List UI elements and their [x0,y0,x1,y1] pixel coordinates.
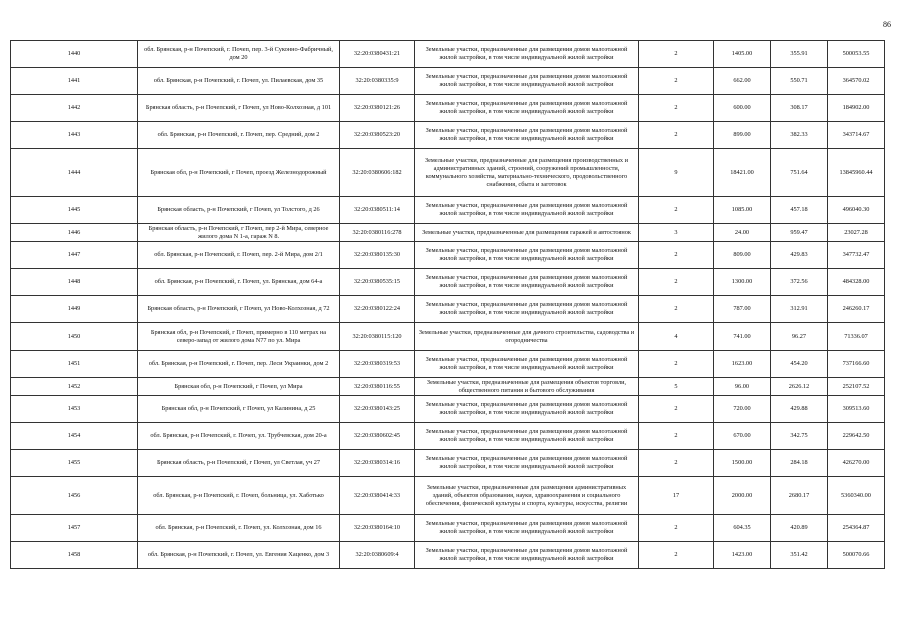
row-number: 1453 [11,396,138,423]
land-use-cell: Земельные участки, предназначенные для размещения домов малоэтажной жилой застройки, в том числе индивидуальной жилой застройки [415,41,639,68]
land-use-cell: Земельные участки, предназначенные для размещения домов малоэтажной жилой застройки, в том числе индивидуальной жилой застройки [415,68,639,95]
land-use-cell: Земельные участки, предназначенные для размещения домов малоэтажной жилой застройки, в том числе индивидуальной жилой застройки [415,242,639,269]
unit-value-cell: 342.75 [771,423,828,450]
land-use-cell: Земельные участки, предназначенные для размещения административных зданий, объектов образования, науки, здравоохранения и социального обеспечения, физической культуры и спорта, культуры, искусства, религии [415,477,639,515]
area-cell: 604.35 [714,515,771,542]
unit-value-cell: 429.83 [771,242,828,269]
cadastral-value-cell: 484328.00 [828,269,885,296]
cadastral-value-cell: 737166.60 [828,351,885,378]
table-row [11,95,885,122]
cadastral-number-cell: 32:20:0380121:26 [340,95,415,122]
cadastral-number-cell: 32:20:0380116:278 [340,224,415,242]
land-use-cell: Земельные участки, предназначенные для размещения домов малоэтажной жилой застройки, в том числе индивидуальной жилой застройки [415,197,639,224]
area-cell: 24.00 [714,224,771,242]
cadastral-value-cell: 184902.00 [828,95,885,122]
area-cell: 670.00 [714,423,771,450]
row-number: 1451 [11,351,138,378]
unit-value-cell: 96.27 [771,323,828,351]
unit-value-cell: 457.18 [771,197,828,224]
address-cell: обл. Брянская, р-н Почепский, г. Почеп, ул. Евгения Хаценко, дом 3 [138,542,340,569]
unit-value-cell: 751.64 [771,149,828,197]
cadastral-number-cell: 32:20:0380314:16 [340,450,415,477]
row-number: 1448 [11,269,138,296]
area-cell: 741.00 [714,323,771,351]
land-use-cell: Земельные участки, предназначенные для размещения домов малоэтажной жилой застройки, в том числе индивидуальной жилой застройки [415,95,639,122]
unit-value-cell: 2680.17 [771,477,828,515]
area-cell: 899.00 [714,122,771,149]
address-cell: обл. Брянская, р-н Почепский, г. Почеп, ул. Брянская, дом 64-а [138,269,340,296]
address-cell: Брянская область, р-н Почепский, г Почеп, ул Толстого, д 26 [138,197,340,224]
address-cell: обл. Брянская, р-н Почепский, г. Почеп, ул. Трубчевская, дом 20-а [138,423,340,450]
row-number: 1440 [11,41,138,68]
land-use-cell: Земельные участки, предназначенные для размещения домов малоэтажной жилой застройки, в том числе индивидуальной жилой застройки [415,269,639,296]
table-row [11,423,885,450]
cadastral-number-cell: 32:20:0380414:33 [340,477,415,515]
address-cell: обл. Брянская, р-н Почепский, г. Почеп, пер. 3-й Суконно-Фабричный, дом 20 [138,41,340,68]
table-row [11,149,885,197]
area-cell: 1423.00 [714,542,771,569]
area-cell: 1500.00 [714,450,771,477]
cadastral-value-cell: 343714.67 [828,122,885,149]
area-cell: 2000.00 [714,477,771,515]
cadastral-value-cell: 23027.28 [828,224,885,242]
address-cell: обл. Брянская, р-н Почепский, г. Почеп, ул. Колхозная, дом 16 [138,515,340,542]
use-group-cell: 17 [639,477,714,515]
address-cell: обл. Брянская, р-н Почепский, г. Почеп, больница, ул. Хаботько [138,477,340,515]
address-cell: Брянская обл, р-н Почепский, г Почеп, ул Калинина, д 25 [138,396,340,423]
cadastral-number-cell: 32:20:0380122:24 [340,296,415,323]
area-cell: 1623.00 [714,351,771,378]
unit-value-cell: 355.91 [771,41,828,68]
table-body [11,41,885,569]
cadastral-value-cell: 496040.30 [828,197,885,224]
table-row [11,68,885,95]
address-cell: Брянская обл, р-н Почепский, г Почеп, примерно в 110 метрах на северо-запад от жилого дома N77 по ул. Мира [138,323,340,351]
use-group-cell: 5 [639,378,714,396]
unit-value-cell: 372.56 [771,269,828,296]
table-row [11,269,885,296]
cadastral-number-cell: 32:20:0380143:25 [340,396,415,423]
table-row [11,450,885,477]
table-row [11,515,885,542]
cadastral-number-cell: 32:20:0380606:182 [340,149,415,197]
area-cell: 662.00 [714,68,771,95]
row-number: 1458 [11,542,138,569]
area-cell: 96.00 [714,378,771,396]
cadastral-number-cell: 32:20:0380602:45 [340,423,415,450]
row-number: 1447 [11,242,138,269]
cadastral-value-cell: 426270.00 [828,450,885,477]
table-row [11,542,885,569]
unit-value-cell: 454.20 [771,351,828,378]
land-use-cell: Земельные участки, предназначенные для размещения домов малоэтажной жилой застройки, в том числе индивидуальной жилой застройки [415,450,639,477]
unit-value-cell: 382.33 [771,122,828,149]
area-cell: 1085.00 [714,197,771,224]
use-group-cell: 2 [639,95,714,122]
area-cell: 18421.00 [714,149,771,197]
land-use-cell: Земельные участки, предназначенные для размещения объектов торговли, общественного питания и бытового обслуживания [415,378,639,396]
area-cell: 720.00 [714,396,771,423]
cadastral-value-cell: 71336.07 [828,323,885,351]
table-row [11,41,885,68]
cadastral-value-cell: 252107.52 [828,378,885,396]
use-group-cell: 2 [639,515,714,542]
land-use-cell: Земельные участки, предназначенные для размещения домов малоэтажной жилой застройки, в том числе индивидуальной жилой застройки [415,542,639,569]
address-cell: обл. Брянская, р-н Почепский, г. Почеп, ул. Пилаевская, дом 35 [138,68,340,95]
use-group-cell: 2 [639,197,714,224]
cadastral-value-cell: 13845960.44 [828,149,885,197]
row-number: 1454 [11,423,138,450]
use-group-cell: 9 [639,149,714,197]
row-number: 1452 [11,378,138,396]
land-use-cell: Земельные участки, предназначенные для размещения домов малоэтажной жилой застройки, в том числе индивидуальной жилой застройки [415,296,639,323]
address-cell: Брянская область, р-н Почепский, г Почеп, ул Светлая, уч 27 [138,450,340,477]
land-use-cell: Земельные участки, предназначенные для размещения домов малоэтажной жилой застройки, в том числе индивидуальной жилой застройки [415,423,639,450]
table-row [11,197,885,224]
page-number: 86 [883,20,891,29]
cadastral-value-cell: 364570.02 [828,68,885,95]
use-group-cell: 2 [639,68,714,95]
use-group-cell: 2 [639,542,714,569]
use-group-cell: 2 [639,41,714,68]
unit-value-cell: 351.42 [771,542,828,569]
cadastral-value-cell: 246260.17 [828,296,885,323]
use-group-cell: 2 [639,269,714,296]
use-group-cell: 2 [639,122,714,149]
area-cell: 1300.00 [714,269,771,296]
cadastral-number-cell: 32:20:0380609:4 [340,542,415,569]
land-plots-table [10,40,885,569]
cadastral-number-cell: 32:20:0380335:9 [340,68,415,95]
area-cell: 787.00 [714,296,771,323]
cadastral-value-cell: 309513.60 [828,396,885,423]
table-row [11,224,885,242]
area-cell: 809.00 [714,242,771,269]
use-group-cell: 2 [639,296,714,323]
address-cell: Брянская обл, р-н Почепский, г Почеп, ул Мира [138,378,340,396]
land-use-cell: Земельные участки, предназначенные для размещения домов малоэтажной жилой застройки, в том числе индивидуальной жилой застройки [415,515,639,542]
row-number: 1441 [11,68,138,95]
cadastral-value-cell: 254364.87 [828,515,885,542]
use-group-cell: 2 [639,242,714,269]
use-group-cell: 2 [639,396,714,423]
cadastral-number-cell: 32:20:0380431:21 [340,41,415,68]
land-use-cell: Земельные участки, предназначенные для размещения гаражей и автостоянок [415,224,639,242]
area-cell: 600.00 [714,95,771,122]
land-use-cell: Земельные участки, предназначенные для размещения домов малоэтажной жилой застройки, в том числе индивидуальной жилой застройки [415,396,639,423]
address-cell: Брянская область, р-н Почепский, г Почеп, ул Ново-Колхозная, д 101 [138,95,340,122]
row-number: 1457 [11,515,138,542]
cadastral-value-cell: 500053.55 [828,41,885,68]
address-cell: обл. Брянская, р-н Почепский, г. Почеп, пер. 2-й Мира, дом 2/1 [138,242,340,269]
cadastral-value-cell: 500070.66 [828,542,885,569]
row-number: 1443 [11,122,138,149]
use-group-cell: 2 [639,351,714,378]
row-number: 1446 [11,224,138,242]
table-row [11,378,885,396]
use-group-cell: 2 [639,450,714,477]
table-row [11,323,885,351]
unit-value-cell: 959.47 [771,224,828,242]
unit-value-cell: 420.89 [771,515,828,542]
row-number: 1455 [11,450,138,477]
table-row [11,477,885,515]
cadastral-number-cell: 32:20:0380164:10 [340,515,415,542]
use-group-cell: 4 [639,323,714,351]
cadastral-number-cell: 32:20:0380115:120 [340,323,415,351]
unit-value-cell: 550.71 [771,68,828,95]
cadastral-number-cell: 32:20:0380116:55 [340,378,415,396]
address-cell: обл. Брянская, р-н Почепский, г. Почеп, пер. Средний, дом 2 [138,122,340,149]
row-number: 1442 [11,95,138,122]
row-number: 1445 [11,197,138,224]
unit-value-cell: 308.17 [771,95,828,122]
row-number: 1450 [11,323,138,351]
table-row [11,242,885,269]
address-cell: Брянская обл, р-н Почепский, г Почеп, проезд Железнодорожный [138,149,340,197]
cadastral-number-cell: 32:20:0380511:14 [340,197,415,224]
area-cell: 1405.00 [714,41,771,68]
table-row [11,122,885,149]
table-row [11,351,885,378]
table-row [11,396,885,423]
land-use-cell: Земельные участки, предназначенные для размещения домов малоэтажной жилой застройки, в том числе индивидуальной жилой застройки [415,351,639,378]
unit-value-cell: 429.88 [771,396,828,423]
cadastral-number-cell: 32:20:0380523:20 [340,122,415,149]
address-cell: Брянская область, р-н Почепский, г Почеп, пер 2-й Мира, северное жилого дома N 1-а, гараж N 8. [138,224,340,242]
land-use-cell: Земельные участки, предназначенные для размещения производственных и административных зданий, строений, сооружений промышленности, коммунального хозяйства, материально-технического, продовольственного снабжения, сбыта и заготовок [415,149,639,197]
cadastral-number-cell: 32:20:0380135:30 [340,242,415,269]
cadastral-value-cell: 229642.50 [828,423,885,450]
unit-value-cell: 2626.12 [771,378,828,396]
land-use-cell: Земельные участки, предназначенные для дачного строительства, садоводства и огородничества [415,323,639,351]
row-number: 1444 [11,149,138,197]
row-number: 1449 [11,296,138,323]
use-group-cell: 3 [639,224,714,242]
use-group-cell: 2 [639,423,714,450]
table-row [11,296,885,323]
address-cell: Брянская область, р-н Почепский, г Почеп, ул Ново-Колхозная, д 72 [138,296,340,323]
cadastral-number-cell: 32:20:0380319:53 [340,351,415,378]
cadastral-value-cell: 347732.47 [828,242,885,269]
cadastral-value-cell: 5360340.00 [828,477,885,515]
cadastral-number-cell: 32:20:0380535:15 [340,269,415,296]
unit-value-cell: 284.18 [771,450,828,477]
unit-value-cell: 312.91 [771,296,828,323]
land-use-cell: Земельные участки, предназначенные для размещения домов малоэтажной жилой застройки, в том числе индивидуальной жилой застройки [415,122,639,149]
address-cell: обл. Брянская, р-н Почепский, г. Почеп, пер. Леси Украинки, дом 2 [138,351,340,378]
row-number: 1456 [11,477,138,515]
